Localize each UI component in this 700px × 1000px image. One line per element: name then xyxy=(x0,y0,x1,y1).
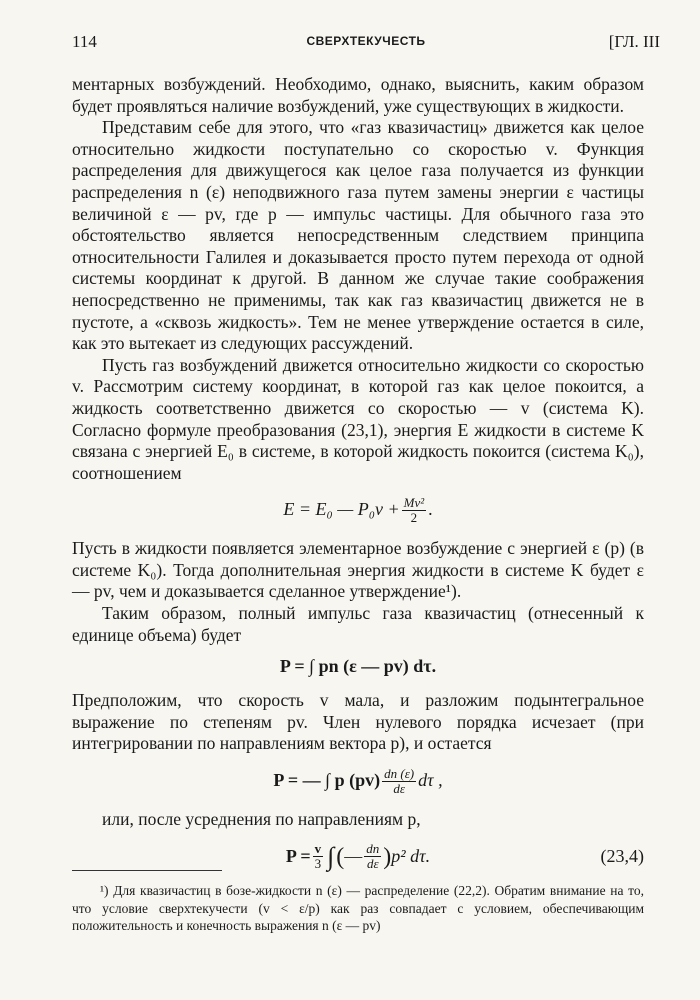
paragraph-2: Представим себе для этого, что «газ квазичастиц» движется как целое относительно жидкости поступательно со скоростью v. Функция распределения для движущегося как целое газа получается из функции распределения n (ε) неподвижного газа путем замены энергии ε частицы величиной ε — pv, где p — импульс частицы. Для обычного газа это обстоятельство является непосредственным следствием принципа относительности Галилея и доказывается просто путем перехода от одной системы координат к другой. В данном же случае такие соображения непосредственно не применимы, так как газ квазичастиц движется не в пустоте, а «сквозь жидкость». Тем не менее утверждение остается в силе, как это вытекает из следующих рассуждений. xyxy=(72,117,644,354)
eq4-numerator-2: dn xyxy=(366,841,380,857)
page-number: 114 xyxy=(72,32,97,51)
eq3-denominator: dε xyxy=(393,780,405,796)
eq3-fraction xyxy=(382,767,416,796)
eq4-denominator-2: dε xyxy=(366,856,379,872)
footnote-divider xyxy=(72,870,222,871)
eq4-integral-sign: ∫ xyxy=(327,841,335,871)
paragraph-7: или, после усреднения по направлениям p, xyxy=(102,809,421,830)
equation-23-4 xyxy=(72,835,644,879)
paragraph-3: Пусть газ возбуждений движется относительно жидкости со скоростью v. Рассмотрим систему координат, в которой газ как целое покоится, а жидкость соответственно движется со скоростью — v (система K). Согласно формуле преобразования (23,1), энергия E жидкости в системе K связана с энергией E₀ в системе, в которой жидкость покоится (система K₀), соотношением xyxy=(72,354,644,483)
eq4-tail: p² dτ. xyxy=(391,845,431,866)
eq4-numerator-1: v xyxy=(314,841,322,857)
equation-expansion xyxy=(72,759,644,803)
eq4-right-paren: ) xyxy=(383,843,392,870)
eq1-fraction xyxy=(402,496,427,525)
eq4-left-paren: ( xyxy=(336,843,345,870)
page-header xyxy=(72,32,660,56)
eq1-tail: . xyxy=(428,499,433,520)
eq1-lhs: E = E₀ — P₀v + xyxy=(283,499,400,520)
paragraph-5: Таким образом, полный импульс газа квазичастиц (отнесенный к единице объема) будет xyxy=(72,603,644,645)
eq4-fraction-v3 xyxy=(313,842,324,871)
paragraph-4: Пусть в жидкости появляется элементарное возбуждение с энергией ε (p) (в системе K₀). Тогда дополнительная энергия жидкости в системе K будет ε — pv, чем и доказывается сделанное утверждение¹). xyxy=(72,538,644,602)
chapter-marker: [ГЛ. III xyxy=(608,32,660,51)
paragraph-6: Предположим, что скорость v мала, и разложим подынтегральное выражение по степеням pv. Член нулевого порядка исчезает (при интегрировании по направлениям вектора p), и остается xyxy=(72,690,644,754)
eq2-text: P = ∫ pn (ε — pv) dτ. xyxy=(279,656,437,677)
eq1-denominator: 2 xyxy=(410,509,418,525)
main-text xyxy=(72,74,644,885)
equation-energy xyxy=(72,488,644,532)
footnote-text: ¹) Для квазичастиц в бозе-жидкости n (ε) — распределение (22,2). Обратим внимание на то, что условие сверхтекучести (v < ε/p) как раз совпадает с условием, обеспечивающим положительность и конечность выражения n (ε — pv) xyxy=(72,883,644,933)
eq3-numerator: dn (ε) xyxy=(384,765,415,781)
eq3-tail: dτ , xyxy=(418,770,443,791)
eq4-denominator-1: 3 xyxy=(314,856,322,872)
equation-label: (23,4) xyxy=(600,845,644,866)
eq1-numerator: Mv² xyxy=(403,494,425,510)
paragraph-1: ментарных возбуждений. Необходимо, однако, выяснить, каким образом будет проявляться наличие возбуждений, уже существующих в жидкости. xyxy=(72,74,644,116)
eq4-fraction-dn xyxy=(364,842,381,871)
equation-momentum-integral xyxy=(72,650,644,684)
footnote xyxy=(72,882,644,935)
running-title: СВЕРХТЕКУЧЕСТЬ xyxy=(306,34,426,48)
eq4-lhs: P = xyxy=(285,845,311,866)
eq3-lhs: P = — ∫ p (pv) xyxy=(273,770,381,791)
eq4-minus: — xyxy=(344,845,363,866)
